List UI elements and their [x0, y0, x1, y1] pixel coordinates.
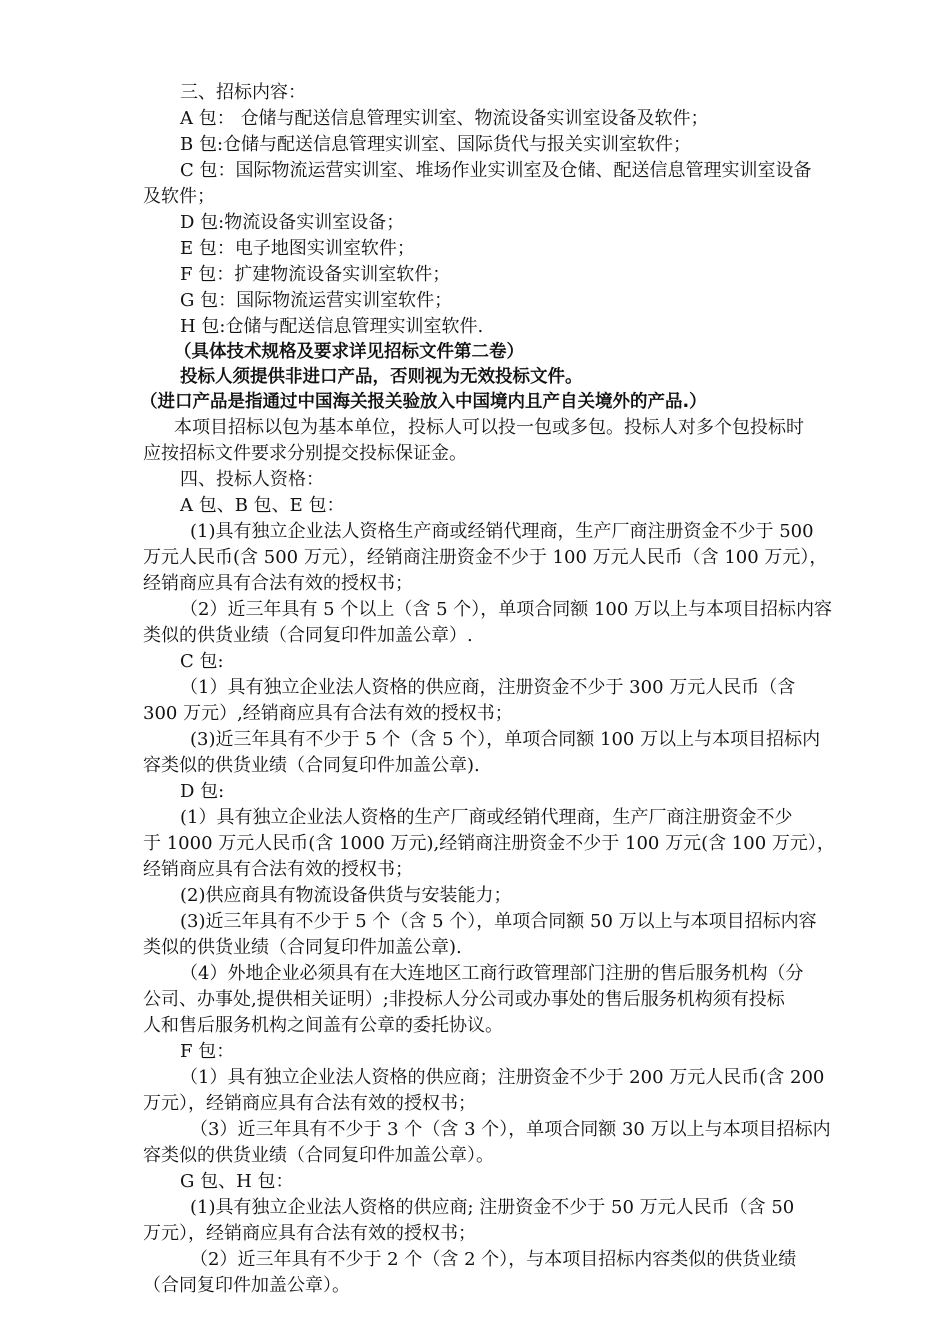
bid-unit-paragraph: 本项目招标以包为基本单位，投标人可以投一包或多包。投标人对多个包投标时	[174, 417, 804, 438]
package-e-line: E 包：电子地图实训室软件；	[180, 238, 415, 259]
section-heading-bidding-content: 三、招标内容：	[180, 82, 306, 103]
qual-d-item-1: (1）具有独立企业法人资格的生产厂商或经销代理商，生产厂商注册资金不少	[180, 807, 793, 828]
qual-abe-heading: A 包、B 包、E 包：	[180, 495, 345, 516]
package-a-line: A 包： 仓储与配送信息管理实训室、物流设备实训室设备及软件；	[180, 108, 709, 129]
qual-abe-item-1-cont: 万元人民币(含 500 万元），经销商注册资金不少于 100 万元人民币（含 100 万元），	[143, 547, 828, 568]
qual-f-item-1-cont: 万元），经销商应具有合法有效的授权书；	[143, 1093, 476, 1114]
qual-d-item-3-cont: 类似的供货业绩（合同复印件加盖公章).	[143, 937, 462, 958]
qual-f-item-3: （3）近三年具有不少于 3 个（含 3 个），单项合同额 30 万以上与本项目招标内	[190, 1119, 831, 1140]
qual-gh-item-2: （2）近三年具有不少于 2 个（含 2 个），与本项目招标内容类似的供货业绩	[190, 1249, 797, 1270]
qual-gh-item-2-cont: （合同复印件加盖公章）。	[143, 1275, 350, 1296]
package-c-line-cont: 及软件；	[143, 186, 215, 207]
qual-abe-item-1: (1)具有独立企业法人资格生产商或经销代理商，生产厂商注册资金不少于 500	[190, 521, 814, 542]
qual-c-item-3-cont: 容类似的供货业绩（合同复印件加盖公章).	[143, 755, 480, 776]
qual-d-item-3: (3)近三年具有不少于 5 个（含 5 个），单项合同额 50 万以上与本项目招标内容	[180, 911, 817, 932]
bid-unit-paragraph-cont: 应按招标文件要求分别提交投标保证金。	[143, 443, 467, 464]
package-c-line: C 包：国际物流运营实训室、堆场作业实训室及仓储、配送信息管理实训室设备	[180, 160, 812, 181]
import-definition-note: （进口产品是指通过中国海关报关验放入中国境内且产自关境外的产品.）	[140, 392, 707, 412]
section-heading-qualification: 四、投标人资格：	[180, 469, 324, 490]
qual-gh-item-1-cont: 万元），经销商应具有合法有效的授权书；	[143, 1223, 476, 1244]
package-g-line: G 包：国际物流运营实训室软件；	[180, 290, 453, 311]
qual-d-item-4: （4）外地企业必须具有在大连地区工商行政管理部门注册的售后服务机构（分	[180, 963, 804, 984]
qual-c-item-1-cont: 300 万元）,经销商应具有合法有效的授权书；	[143, 703, 513, 724]
qual-d-item-4-cont2: 人和售后服务机构之间盖有公章的委托协议。	[143, 1015, 503, 1036]
qual-d-item-1-cont: 于 1000 万元人民币(含 1000 万元),经销商注册资金不少于 100 万元(含 100 万元），	[143, 833, 835, 854]
qual-d-item-2: (2)供应商具有物流设备供货与安装能力；	[180, 885, 512, 906]
qual-d-item-4-cont: 公司、办事处,提供相关证明）;非投标人分公司或办事处的售后服务机构须有投标	[143, 989, 785, 1010]
qual-abe-item-1-cont2: 经销商应具有合法有效的授权书；	[143, 573, 413, 594]
qual-c-heading: C 包:	[180, 651, 224, 672]
qual-c-item-1: （1）具有独立企业法人资格的供应商，注册资金不少于 300 万元人民币（含	[180, 677, 796, 698]
qual-abe-item-2: （2）近三年具有 5 个以上（含 5 个），单项合同额 100 万以上与本项目招标内容	[180, 599, 833, 620]
qual-gh-heading: G 包、H 包：	[180, 1171, 294, 1192]
qual-d-heading: D 包:	[180, 781, 225, 802]
package-h-line: H 包:仓储与配送信息管理实训室软件.	[180, 316, 484, 337]
qual-f-heading: F 包：	[180, 1041, 235, 1062]
qual-abe-item-2-cont: 类似的供货业绩（合同复印件加盖公章）.	[143, 625, 473, 646]
package-f-line: F 包：扩建物流设备实训室软件；	[180, 264, 451, 285]
non-import-requirement: 投标人须提供非进口产品，否则视为无效投标文件。	[180, 367, 583, 387]
qual-f-item-3-cont: 容类似的供货业绩（合同复印件加盖公章）。	[143, 1145, 494, 1166]
qual-d-item-1-cont2: 经销商应具有合法有效的授权书；	[143, 859, 413, 880]
qual-c-item-3: (3)近三年具有不少于 5 个（含 5 个），单项合同额 100 万以上与本项目招标内	[190, 729, 821, 750]
package-d-line: D 包:物流设备实训室设备；	[180, 212, 405, 233]
qual-gh-item-1: (1)具有独立企业法人资格的供应商; 注册资金不少于 50 万元人民币（含 50	[190, 1197, 795, 1218]
package-b-line: B 包:仓储与配送信息管理实训室、国际货代与报关实训室软件；	[180, 134, 692, 155]
qual-f-item-1: （1）具有独立企业法人资格的供应商；注册资金不少于 200 万元人民币(含 200	[180, 1067, 825, 1088]
tech-spec-note: （具体技术规格及要求详见招标文件第二卷）	[174, 342, 524, 362]
